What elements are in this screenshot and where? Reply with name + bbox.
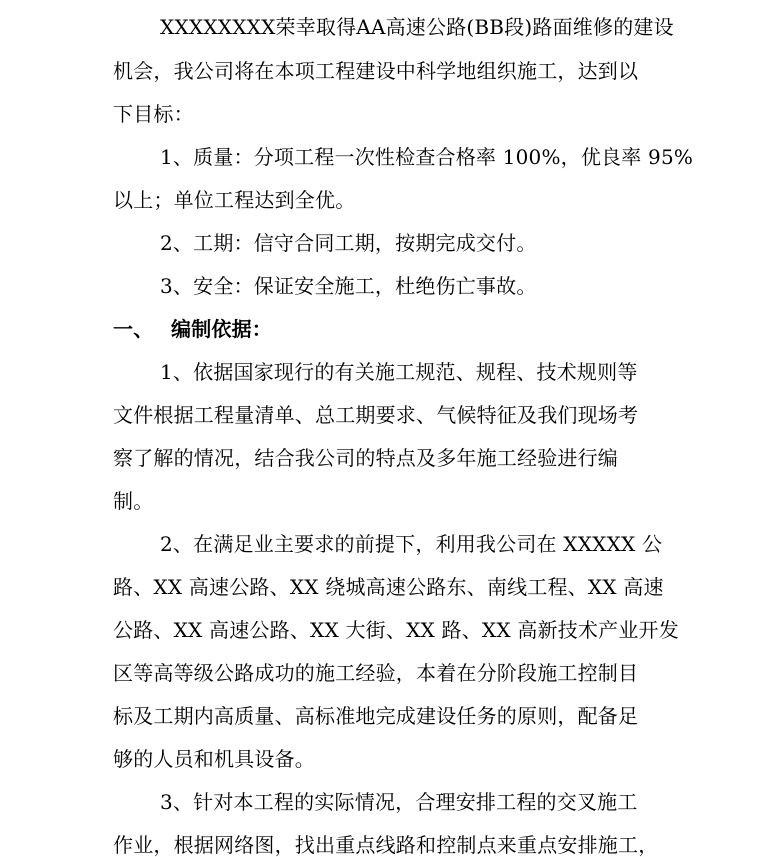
section-title: 编制依据： — [171, 317, 272, 341]
intro-line-1: XXXXXXXX荣幸取得AA高速公路(BB段)路面维修的建设 — [160, 15, 674, 39]
goal-schedule: 2、工期：信守合同工期，按期完成交付。 — [160, 231, 537, 255]
goal-quality-line-1: 1、质量：分项工程一次性检查合格率 100%，优良率 95% — [160, 145, 694, 169]
basis-2-line-2: 路、XX 高速公路、XX 绕城高速公路东、南线工程、XX 高速 — [113, 575, 664, 599]
section-heading — [113, 317, 272, 341]
goal-quality-line-2: 以上；单位工程达到全优。 — [113, 188, 356, 212]
goal-safety: 3、安全：保证安全施工，杜绝伤亡事故。 — [160, 274, 537, 298]
basis-1-line-1: 1、依据国家现行的有关施工规范、规程、技术规则等 — [160, 360, 638, 384]
basis-1-line-2: 文件根据工程量清单、总工期要求、气候特征及我们现场考 — [113, 403, 639, 427]
basis-3-line-1: 3、针对本工程的实际情况，合理安排工程的交叉施工 — [160, 790, 638, 814]
basis-1-line-3: 察了解的情况，结合我公司的特点及多年施工经验进行编 — [113, 446, 618, 470]
basis-2-line-6: 够的人员和机具设备。 — [113, 747, 315, 771]
intro-line-2: 机会，我公司将在本项工程建设中科学地组织施工，达到以 — [113, 59, 639, 83]
intro-line-3: 下目标： — [113, 102, 194, 126]
basis-2-line-1: 2、在满足业主要求的前提下，利用我公司在 XXXXX 公 — [160, 532, 663, 556]
basis-3-line-2: 作业，根据网络图，找出重点线路和控制点来重点安排施工， — [113, 833, 659, 857]
section-number: 一、 — [113, 317, 154, 341]
basis-2-line-5: 标及工期内高质量、高标准地完成建设任务的原则，配备足 — [113, 704, 639, 728]
basis-2-line-3: 公路、XX 高速公路、XX 大街、XX 路、XX 高新技术产业开发 — [113, 618, 679, 642]
basis-2-line-4: 区等高等级公路成功的施工经验，本着在分阶段施工控制目 — [113, 661, 639, 685]
basis-1-line-4: 制。 — [113, 489, 154, 513]
